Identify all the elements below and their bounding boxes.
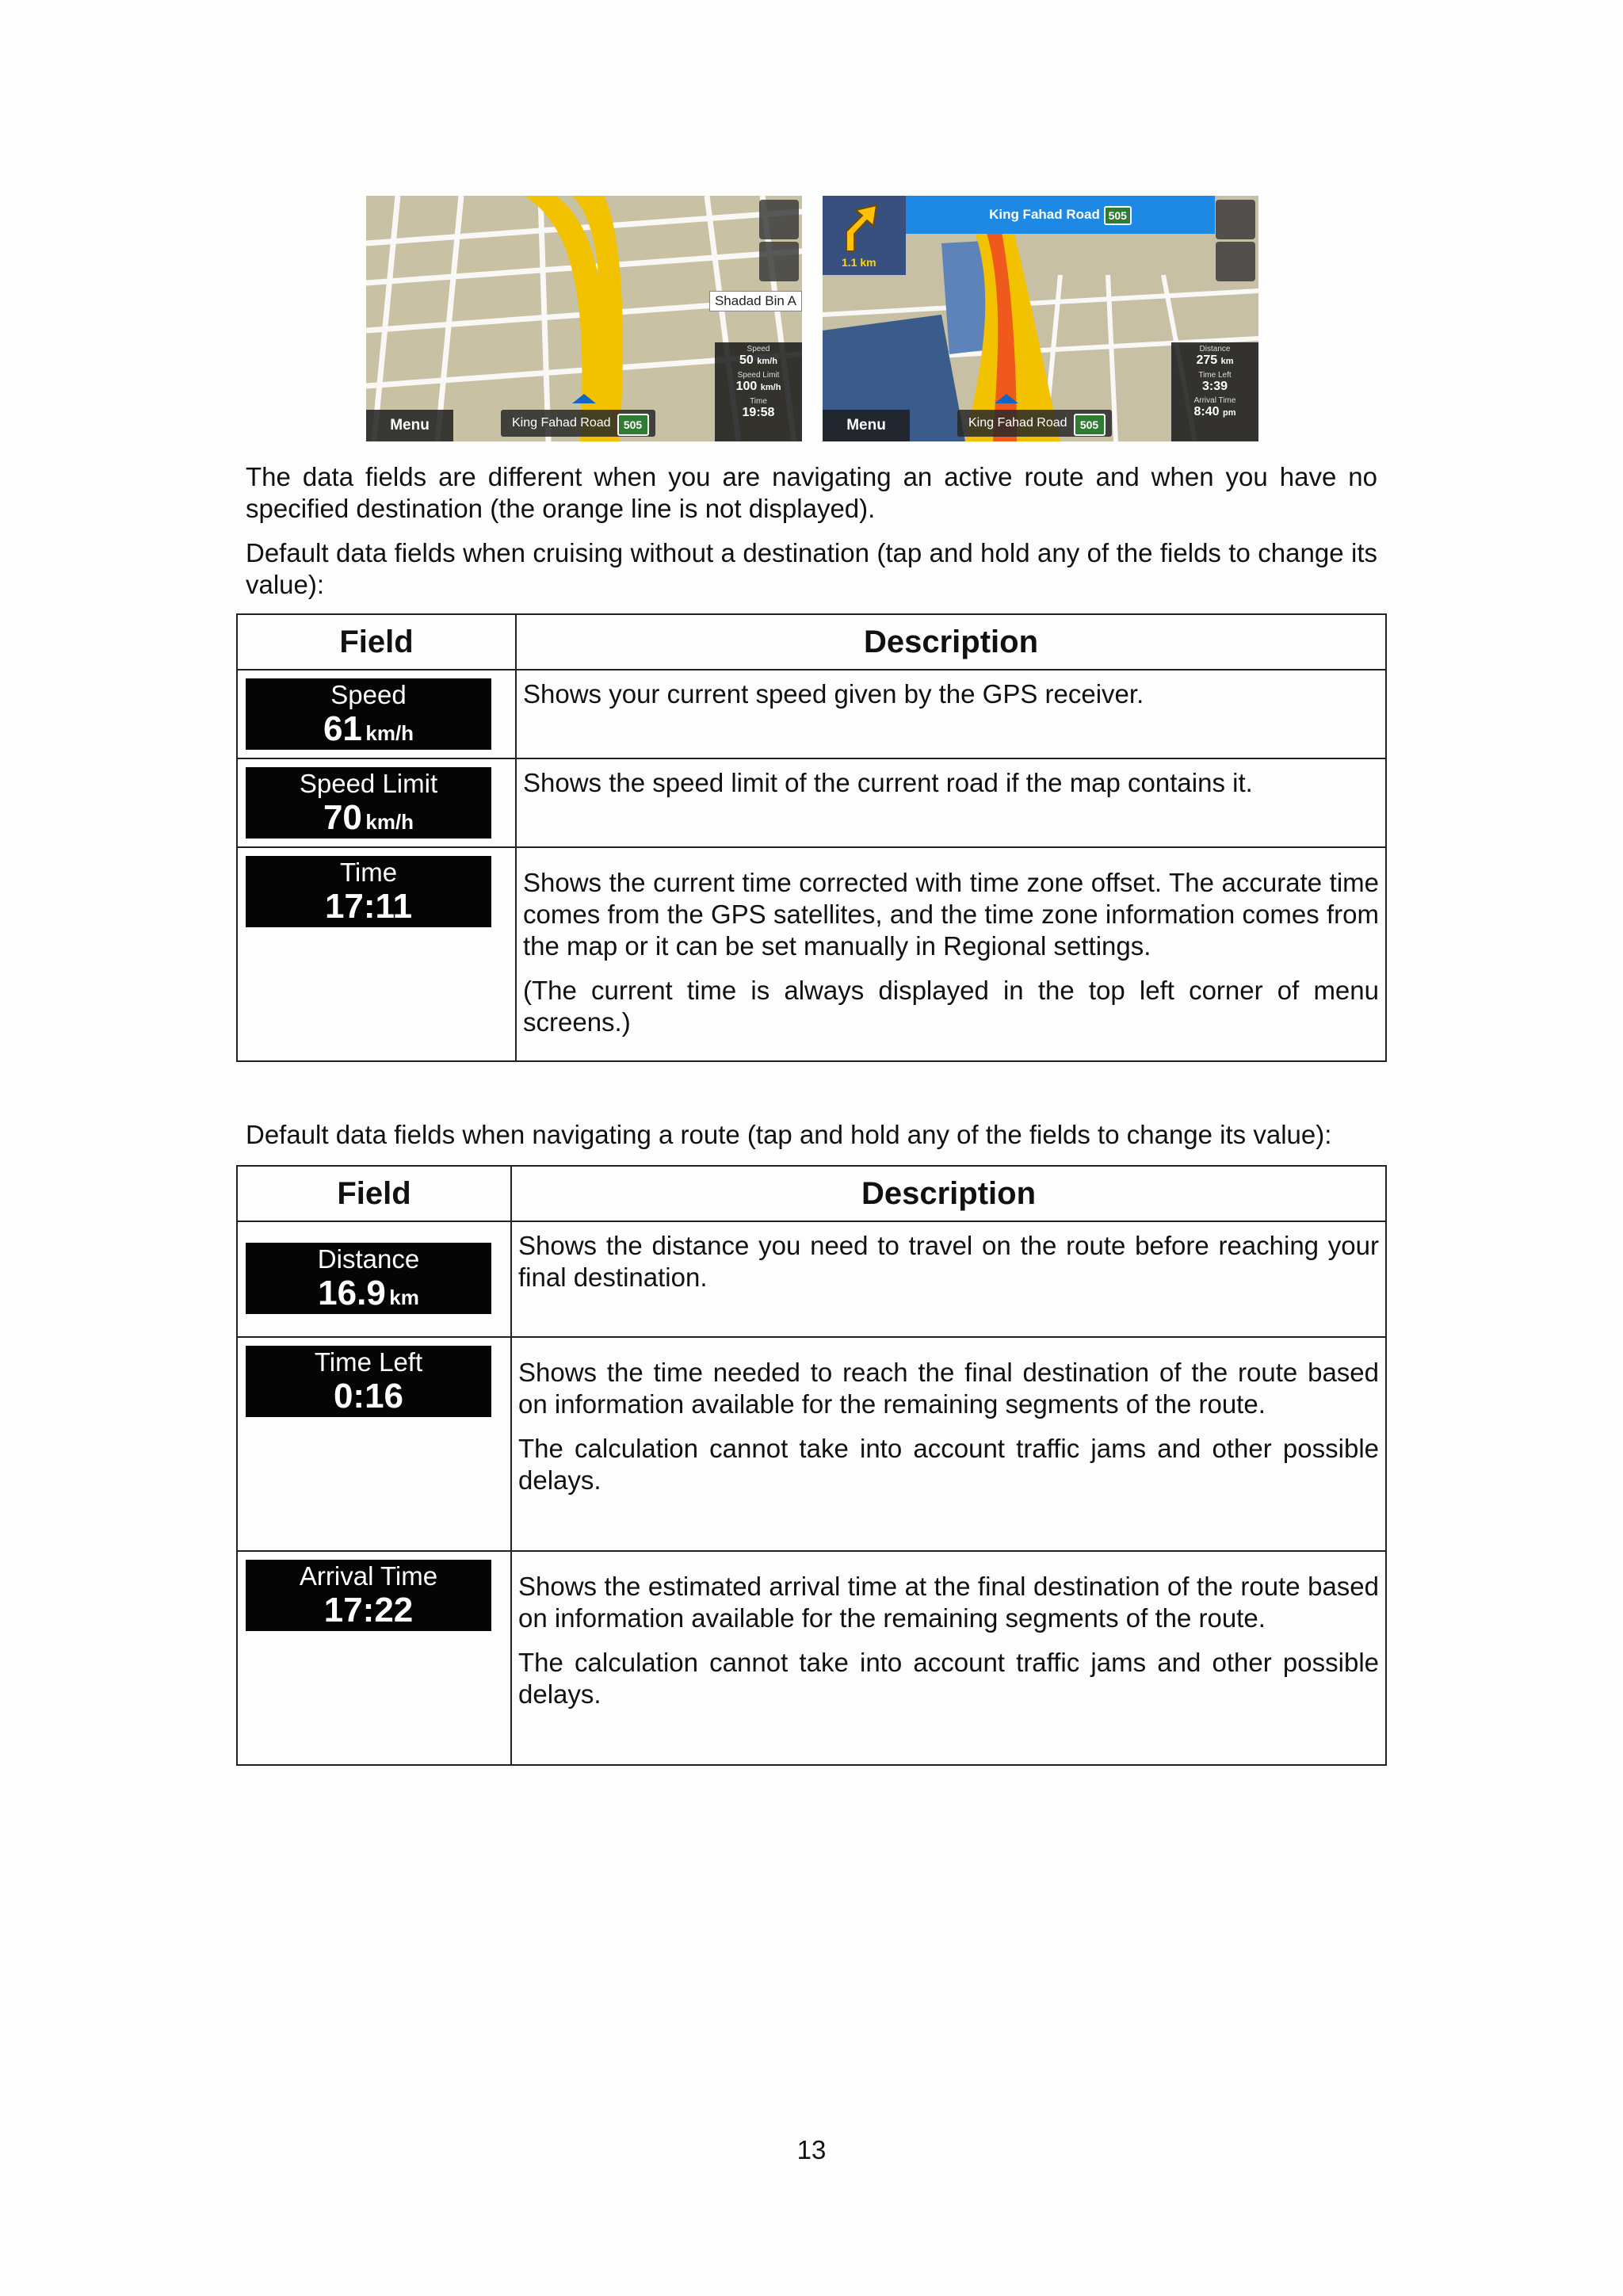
distance-field-value: 275 km	[1196, 353, 1234, 367]
cruise-fields-table	[236, 613, 1387, 1062]
cruise-intro-paragraph: Default data fields when cruising without a destination (tap and hold any of the fields to change its value):	[246, 538, 1377, 599]
field-cell	[237, 1337, 511, 1551]
field-value: 16.9 km	[318, 1274, 419, 1312]
turn-distance: 1.1 km	[842, 256, 876, 269]
time-field-value: 19:58	[742, 406, 775, 419]
road-shield-icon: 505	[1074, 414, 1106, 436]
time-field-sample	[246, 856, 491, 927]
field-cell	[237, 1221, 511, 1337]
field-value: 61 km/h	[323, 709, 414, 748]
description-note: The calculation cannot take into account traffic jams and other possible delays.	[518, 1648, 1379, 1709]
current-road-label	[957, 410, 1112, 437]
route-map-screenshot	[823, 196, 1258, 441]
next-turn-panel[interactable]	[823, 196, 906, 275]
time-left-field-value: 3:39	[1201, 380, 1228, 393]
speed-field-value: 50 km/h	[739, 353, 777, 367]
arrival-time-field-sample	[246, 1560, 491, 1631]
speed-limit-field-label: Speed Limit	[737, 371, 780, 380]
distance-field-label: Distance	[1199, 345, 1231, 353]
speed-field-label: Speed	[747, 345, 770, 353]
speed-limit-field-value: 100 km/h	[735, 380, 781, 393]
table-row	[237, 1337, 1386, 1551]
field-label: Speed	[330, 680, 407, 709]
field-column-header: Field	[237, 614, 516, 670]
description-text: Shows your current speed given by the GPS receiver.	[523, 679, 1144, 709]
field-cell	[237, 847, 516, 1061]
street-name-tag: Shadad Bin A	[709, 291, 802, 311]
distance-field-sample	[246, 1243, 491, 1314]
table-row	[237, 1221, 1386, 1337]
map-mode-button[interactable]	[759, 242, 799, 281]
road-name: King Fahad Road	[512, 416, 611, 430]
description-text: Shows the estimated arrival time at the final destination of the route based on information available for the remaining segments of the route.	[518, 1572, 1379, 1633]
field-cell	[237, 1551, 511, 1765]
description-text: Shows the speed limit of the current road if the map contains it.	[523, 768, 1253, 797]
data-fields-panel[interactable]	[1171, 342, 1258, 441]
table-header-row	[237, 1166, 1386, 1221]
table-row	[237, 758, 1386, 847]
field-label: Time Left	[314, 1347, 423, 1377]
field-label: Time	[339, 858, 398, 887]
time-field-label: Time	[750, 397, 767, 406]
field-column-header: Field	[237, 1166, 511, 1221]
menu-button[interactable]: Menu	[366, 410, 453, 441]
description-cell	[511, 1551, 1386, 1765]
page-number: 13	[796, 2135, 827, 2164]
menu-button[interactable]: Menu	[823, 410, 910, 441]
description-column-header: Description	[511, 1166, 1386, 1221]
route-intro-paragraph: Default data fields when navigating a route (tap and hold any of the fields to change its value):	[246, 1120, 1332, 1149]
field-cell	[237, 758, 516, 847]
route-fields-table	[236, 1165, 1387, 1766]
field-cell	[237, 670, 516, 758]
table-header-row	[237, 614, 1386, 670]
description-column-header: Description	[516, 614, 1386, 670]
description-text: Shows the distance you need to travel on the route before reaching your final destination.	[518, 1231, 1379, 1292]
description-cell	[516, 758, 1386, 847]
intro-paragraph: The data fields are different when you are navigating an active route and when you have no specified destination (the orange line is not displayed).	[246, 462, 1377, 523]
map-mode-button[interactable]	[1216, 242, 1255, 281]
time-left-field-sample	[246, 1346, 491, 1417]
arrival-time-field-label: Arrival Time	[1193, 396, 1236, 405]
table-row	[237, 1551, 1386, 1765]
data-fields-panel[interactable]	[715, 342, 802, 441]
description-text: Shows the time needed to reach the final destination of the route based on information available for the remaining segments of the route.	[518, 1358, 1379, 1419]
next-street-name: King Fahad Road	[989, 207, 1100, 222]
speed-field-sample	[246, 678, 491, 750]
road-shield-icon: 505	[617, 414, 649, 436]
map-view-button[interactable]	[759, 200, 799, 239]
description-cell	[516, 670, 1386, 758]
speed-limit-field-sample	[246, 767, 491, 839]
description-note: The calculation cannot take into account traffic jams and other possible delays.	[518, 1434, 1379, 1495]
description-cell	[511, 1221, 1386, 1337]
description-text: Shows the current time corrected with time zone offset. The accurate time comes from the GPS satellites, and the time zone information comes from the map or it can be set manually in Regional settings.	[523, 868, 1379, 961]
description-cell	[511, 1337, 1386, 1551]
table-row	[237, 670, 1386, 758]
next-street-banner	[906, 196, 1215, 234]
field-label: Arrival Time	[299, 1561, 438, 1591]
field-value: 17:11	[324, 887, 413, 926]
map-view-button[interactable]	[1216, 200, 1255, 239]
field-value: 0:16	[333, 1377, 404, 1415]
arrival-time-field-value: 8:40 pm	[1193, 405, 1236, 418]
description-cell	[516, 847, 1386, 1061]
table-row	[237, 847, 1386, 1061]
current-road-label	[501, 410, 655, 437]
field-label: Distance	[317, 1244, 420, 1274]
road-name: King Fahad Road	[968, 416, 1067, 430]
cruise-map-screenshot	[366, 196, 802, 441]
description-note: (The current time is always displayed in the top left corner of menu screens.)	[523, 976, 1379, 1037]
field-label: Speed Limit	[299, 769, 438, 798]
time-left-field-label: Time Left	[1198, 371, 1232, 380]
banner-shield-icon: 505	[1104, 206, 1132, 225]
field-value: 70 km/h	[323, 798, 414, 837]
field-value: 17:22	[323, 1591, 414, 1629]
